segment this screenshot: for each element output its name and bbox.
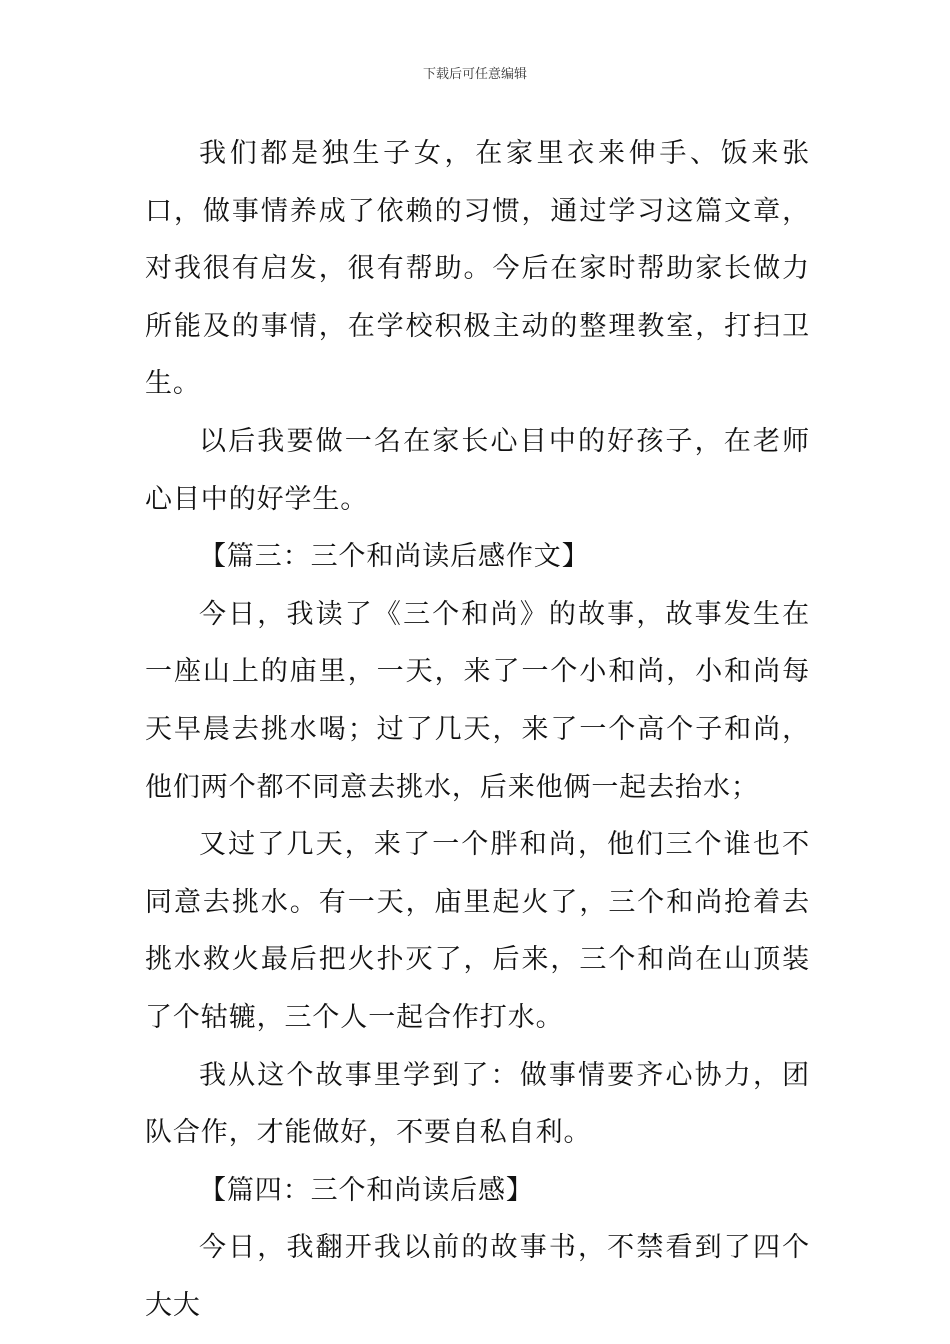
page-header: 下载后可任意编辑 [422,67,527,82]
section-heading: 【篇四：三个和尚读后感】 [199,1174,534,1206]
document-body [145,125,810,1334]
paragraph: 我们都是独生子女，在家里衣来伸手、饭来张口，做事情养成了依赖的习惯，通过学习这篇文章，对我很有启发，很有帮助。今后在家时帮助家长做力所能及的事情，在学校积极主动的整理教室，打扫卫生。 [145,138,810,400]
paragraph: 今日，我翻开我以前的故事书，不禁看到了四个大大 [145,1232,810,1321]
paragraph: 我从这个故事里学到了：做事情要齐心协力，团队合作，才能做好，不要自私自利。 [145,1059,810,1149]
paragraph: 又过了几天，来了一个胖和尚，他们三个谁也不同意去挑水。有一天，庙里起火了，三个和尚抢着去挑水救火最后把火扑灭了，后来，三个和尚在山顶装了个轱辘，三个人一起合作打水。 [145,829,810,1033]
section-heading: 【篇三：三个和尚读后感作文】 [199,541,590,573]
paragraph: 今日，我读了《三个和尚》的故事，故事发生在一座山上的庙里，一天，来了一个小和尚，小和尚每天早晨去挑水喝；过了几天，来了一个高个子和尚，他们两个都不同意去挑水，后来他俩一起去抬水； [145,598,810,803]
paragraph: 以后我要做一名在家长心目中的好孩子，在老师心目中的好学生。 [145,425,810,515]
